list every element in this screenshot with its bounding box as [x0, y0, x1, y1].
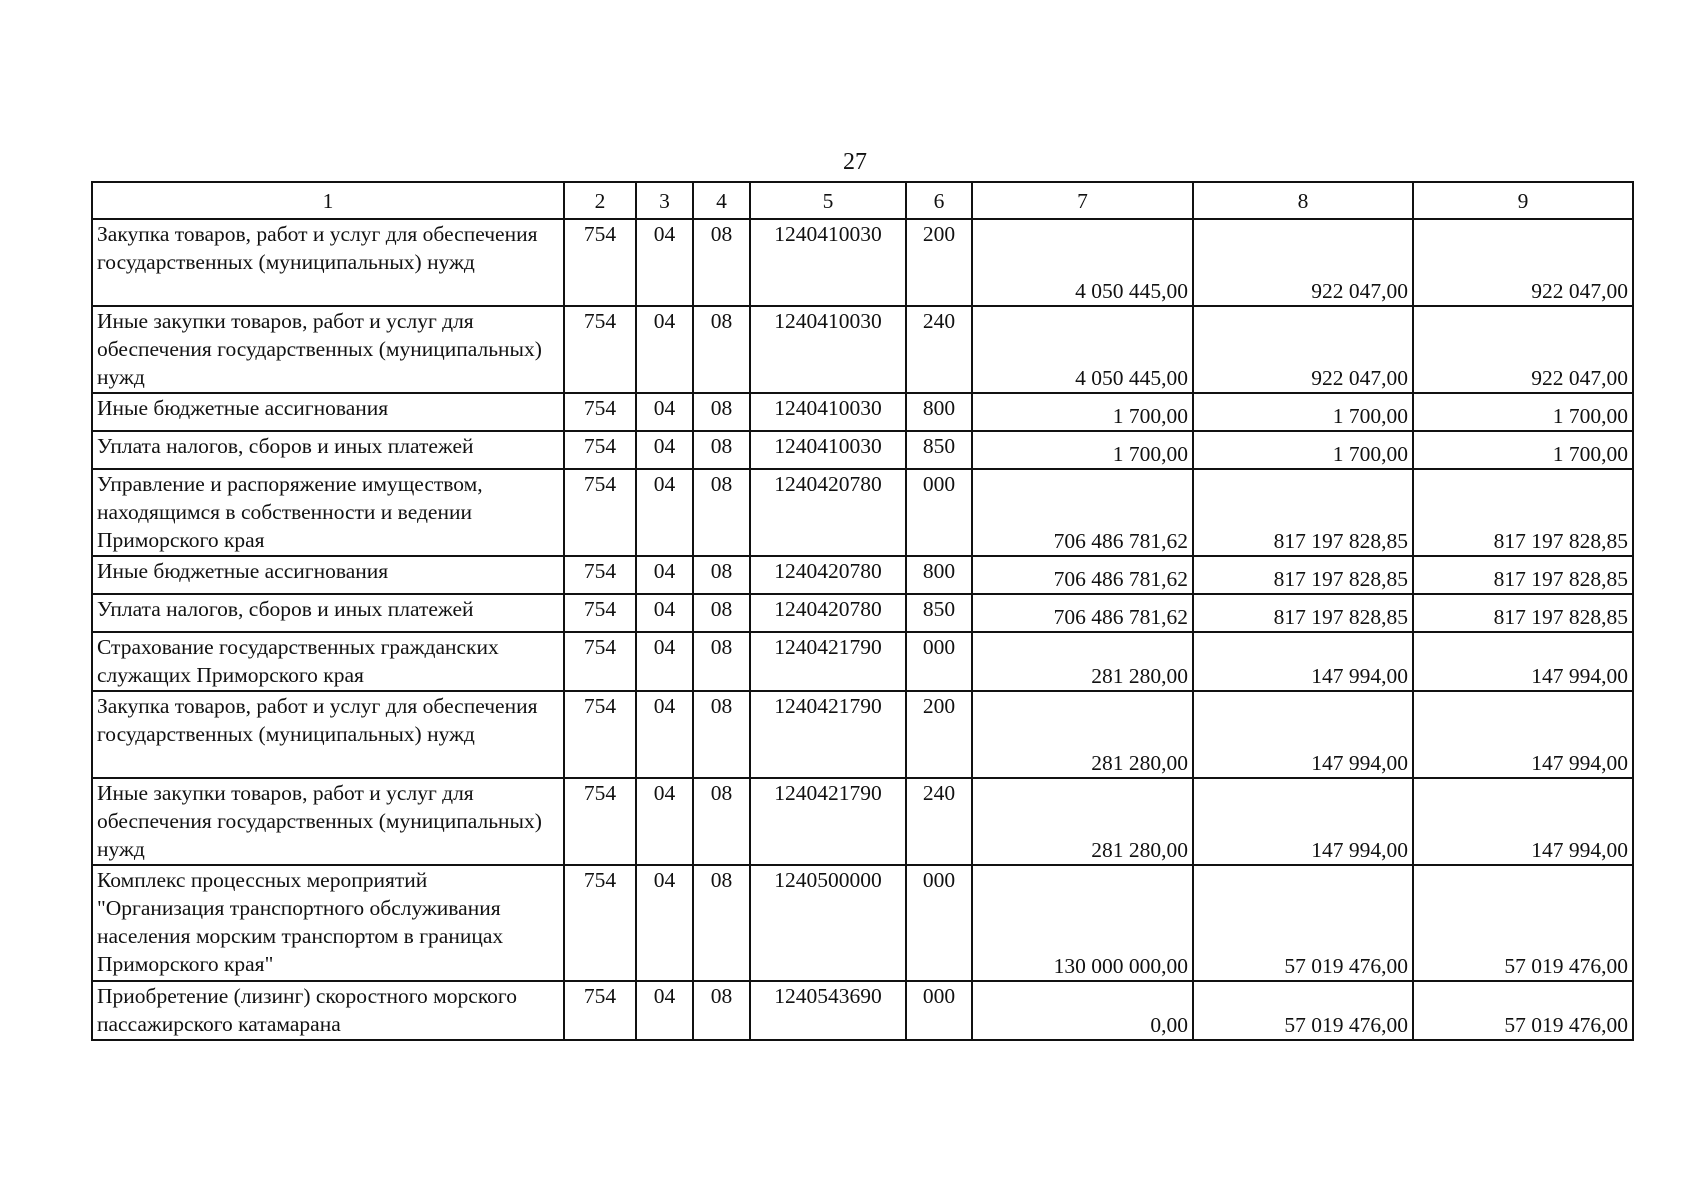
row-c3: 04 — [636, 632, 693, 691]
row-c2: 754 — [564, 306, 636, 393]
row-c6: 800 — [906, 556, 972, 594]
row-c3: 04 — [636, 556, 693, 594]
header-cell: 1 — [92, 182, 564, 219]
row-name: Комплекс процессных мероприятий "Организация транспортного обслуживания населения морским транспортом в границах Приморского края" — [92, 865, 564, 981]
row-name: Уплата налогов, сборов и иных платежей — [92, 431, 564, 469]
row-c8: 57 019 476,00 — [1193, 865, 1413, 981]
row-c3: 04 — [636, 778, 693, 865]
row-c6: 850 — [906, 594, 972, 632]
row-name: Иные закупки товаров, работ и услуг для обеспечения государственных (муниципальных) нужд — [92, 778, 564, 865]
row-c8: 922 047,00 — [1193, 306, 1413, 393]
row-c8: 1 700,00 — [1193, 393, 1413, 431]
row-c7: 706 486 781,62 — [972, 556, 1193, 594]
row-c7: 706 486 781,62 — [972, 594, 1193, 632]
row-c9: 57 019 476,00 — [1413, 981, 1633, 1040]
row-c4: 08 — [693, 469, 750, 556]
table-row — [92, 219, 1633, 306]
row-c4: 08 — [693, 981, 750, 1040]
table-row — [92, 556, 1633, 594]
row-c9: 147 994,00 — [1413, 778, 1633, 865]
row-c5: 1240500000 — [750, 865, 906, 981]
row-c9: 922 047,00 — [1413, 219, 1633, 306]
header-cell: 3 — [636, 182, 693, 219]
row-c7: 281 280,00 — [972, 632, 1193, 691]
row-c3: 04 — [636, 691, 693, 778]
row-c8: 1 700,00 — [1193, 431, 1413, 469]
row-c9: 817 197 828,85 — [1413, 469, 1633, 556]
row-c3: 04 — [636, 469, 693, 556]
header-cell: 9 — [1413, 182, 1633, 219]
row-c4: 08 — [693, 778, 750, 865]
row-name: Закупка товаров, работ и услуг для обеспечения государственных (муниципальных) нужд — [92, 219, 564, 306]
row-c8: 147 994,00 — [1193, 778, 1413, 865]
row-c5: 1240420780 — [750, 556, 906, 594]
row-name: Приобретение (лизинг) скоростного морского пассажирского катамарана — [92, 981, 564, 1040]
row-c3: 04 — [636, 306, 693, 393]
table-row — [92, 431, 1633, 469]
row-c2: 754 — [564, 691, 636, 778]
row-c6: 200 — [906, 691, 972, 778]
row-c4: 08 — [693, 431, 750, 469]
row-c5: 1240543690 — [750, 981, 906, 1040]
row-c9: 817 197 828,85 — [1413, 594, 1633, 632]
row-c5: 1240410030 — [750, 393, 906, 431]
row-c2: 754 — [564, 393, 636, 431]
row-c8: 922 047,00 — [1193, 219, 1413, 306]
row-c7: 130 000 000,00 — [972, 865, 1193, 981]
table-header-row — [92, 182, 1633, 219]
row-c5: 1240410030 — [750, 219, 906, 306]
row-c9: 147 994,00 — [1413, 691, 1633, 778]
row-c5: 1240410030 — [750, 306, 906, 393]
row-c4: 08 — [693, 219, 750, 306]
row-c7: 4 050 445,00 — [972, 306, 1193, 393]
header-cell: 2 — [564, 182, 636, 219]
row-c8: 147 994,00 — [1193, 632, 1413, 691]
row-c7: 281 280,00 — [972, 778, 1193, 865]
table-row — [92, 981, 1633, 1040]
row-c2: 754 — [564, 632, 636, 691]
row-c7: 1 700,00 — [972, 431, 1193, 469]
row-c2: 754 — [564, 556, 636, 594]
budget-table — [91, 181, 1634, 1041]
row-c3: 04 — [636, 431, 693, 469]
header-cell: 7 — [972, 182, 1193, 219]
row-c5: 1240420780 — [750, 469, 906, 556]
row-c6: 000 — [906, 981, 972, 1040]
row-name: Уплата налогов, сборов и иных платежей — [92, 594, 564, 632]
row-c3: 04 — [636, 594, 693, 632]
row-c5: 1240421790 — [750, 691, 906, 778]
row-c5: 1240421790 — [750, 778, 906, 865]
table-row — [92, 393, 1633, 431]
row-c6: 000 — [906, 865, 972, 981]
row-c6: 000 — [906, 469, 972, 556]
row-c4: 08 — [693, 691, 750, 778]
table-row — [92, 469, 1633, 556]
row-c5: 1240420780 — [750, 594, 906, 632]
row-c3: 04 — [636, 981, 693, 1040]
row-c2: 754 — [564, 469, 636, 556]
table-row — [92, 306, 1633, 393]
row-c4: 08 — [693, 865, 750, 981]
row-c9: 1 700,00 — [1413, 393, 1633, 431]
table-row — [92, 632, 1633, 691]
row-c2: 754 — [564, 865, 636, 981]
page-number: 27 — [843, 149, 867, 175]
row-name: Иные закупки товаров, работ и услуг для обеспечения государственных (муниципальных) нужд — [92, 306, 564, 393]
row-c8: 817 197 828,85 — [1193, 594, 1413, 632]
row-c2: 754 — [564, 594, 636, 632]
header-cell: 4 — [693, 182, 750, 219]
row-c7: 281 280,00 — [972, 691, 1193, 778]
row-name: Закупка товаров, работ и услуг для обеспечения государственных (муниципальных) нужд — [92, 691, 564, 778]
row-c8: 147 994,00 — [1193, 691, 1413, 778]
row-c4: 08 — [693, 306, 750, 393]
row-c5: 1240421790 — [750, 632, 906, 691]
table-row — [92, 778, 1633, 865]
row-c6: 850 — [906, 431, 972, 469]
row-name: Иные бюджетные ассигнования — [92, 556, 564, 594]
row-c7: 0,00 — [972, 981, 1193, 1040]
row-c6: 800 — [906, 393, 972, 431]
table-row — [92, 865, 1633, 981]
header-cell: 5 — [750, 182, 906, 219]
row-c9: 147 994,00 — [1413, 632, 1633, 691]
row-c4: 08 — [693, 594, 750, 632]
row-c3: 04 — [636, 393, 693, 431]
row-c3: 04 — [636, 865, 693, 981]
row-c9: 922 047,00 — [1413, 306, 1633, 393]
row-c8: 817 197 828,85 — [1193, 469, 1413, 556]
row-name: Иные бюджетные ассигнования — [92, 393, 564, 431]
row-c6: 240 — [906, 778, 972, 865]
row-c6: 200 — [906, 219, 972, 306]
row-name: Страхование государственных гражданских служащих Приморского края — [92, 632, 564, 691]
row-c8: 57 019 476,00 — [1193, 981, 1413, 1040]
row-c2: 754 — [564, 431, 636, 469]
row-c4: 08 — [693, 632, 750, 691]
row-c7: 4 050 445,00 — [972, 219, 1193, 306]
row-c9: 1 700,00 — [1413, 431, 1633, 469]
row-c2: 754 — [564, 981, 636, 1040]
header-cell: 8 — [1193, 182, 1413, 219]
row-c5: 1240410030 — [750, 431, 906, 469]
row-c4: 08 — [693, 393, 750, 431]
row-c6: 000 — [906, 632, 972, 691]
header-cell: 6 — [906, 182, 972, 219]
row-c7: 706 486 781,62 — [972, 469, 1193, 556]
row-c9: 817 197 828,85 — [1413, 556, 1633, 594]
table-row — [92, 594, 1633, 632]
row-name: Управление и распоряжение имуществом, находящимся в собственности и ведении Приморского края — [92, 469, 564, 556]
row-c2: 754 — [564, 219, 636, 306]
row-c4: 08 — [693, 556, 750, 594]
table-row — [92, 691, 1633, 778]
row-c7: 1 700,00 — [972, 393, 1193, 431]
row-c9: 57 019 476,00 — [1413, 865, 1633, 981]
row-c8: 817 197 828,85 — [1193, 556, 1413, 594]
row-c3: 04 — [636, 219, 693, 306]
row-c2: 754 — [564, 778, 636, 865]
row-c6: 240 — [906, 306, 972, 393]
